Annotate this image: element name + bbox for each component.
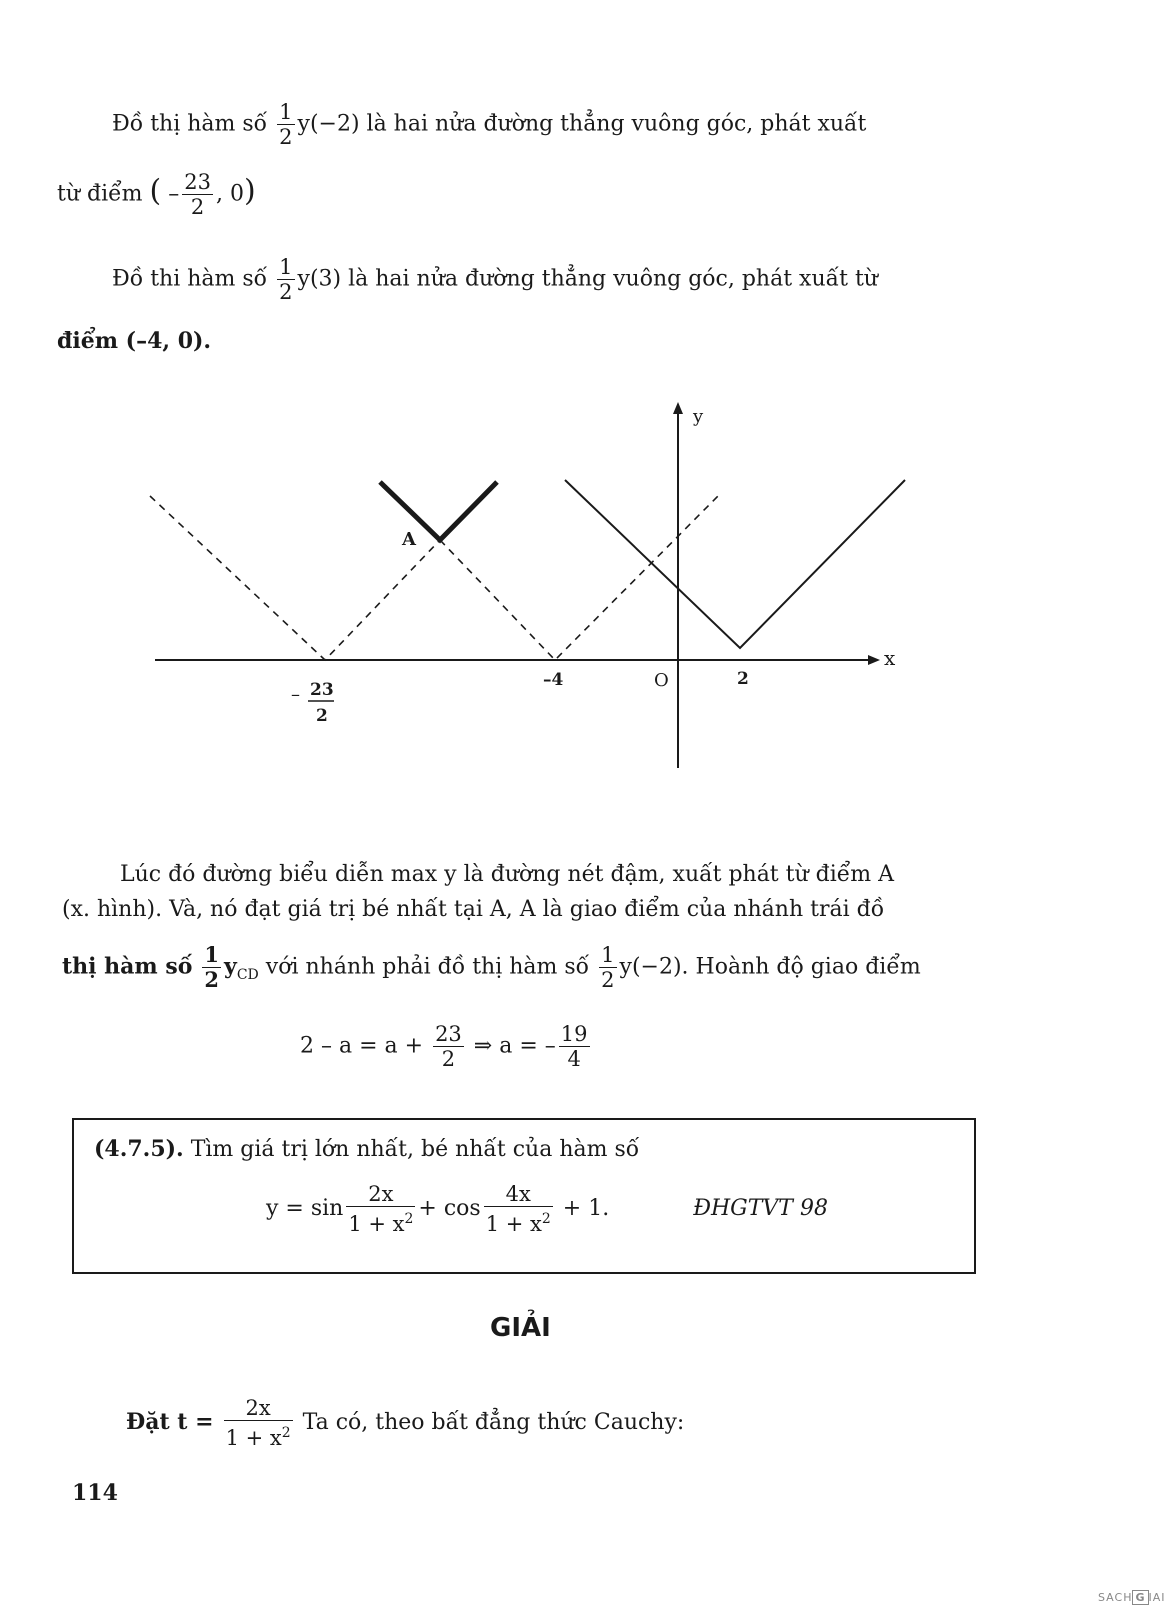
- watermark: SACH G IAI: [1098, 1591, 1166, 1604]
- problem-end: + 1.: [562, 1196, 610, 1221]
- y-axis-arrow: [673, 402, 683, 414]
- problem-text: Tìm giá trị lớn nhất, bé nhất của hàm số: [190, 1137, 640, 1162]
- page-number: 114: [72, 1480, 118, 1506]
- solution-suffix: Ta có, theo bất đẳng thức Cauchy:: [302, 1410, 685, 1435]
- solution-fraction: $\frac{2x}{1 + x^2}$: [225, 1396, 291, 1450]
- problem-equation: [266, 1182, 828, 1236]
- p1-point-fraction: $\frac{23}{2}$: [184, 170, 211, 219]
- dashed-v-left: [150, 496, 440, 660]
- dashed-v-middle: [440, 496, 718, 660]
- p3-line3-end: y(−2). Hoành độ giao điểm: [619, 954, 921, 980]
- tick-2-label: 2: [737, 669, 749, 689]
- p3-fraction: $\frac{1}{2}$: [204, 942, 220, 992]
- p3-fraction-2: $\frac{1}{2}$: [601, 943, 615, 992]
- paragraph-1-line-1: [112, 100, 866, 149]
- problem-box: [72, 1118, 976, 1274]
- problem-code: (4.7.5).: [94, 1136, 184, 1162]
- tick-frac-minus: –: [291, 684, 300, 705]
- problem-fraction-2: $\frac{4x}{1 + x^2}$: [485, 1182, 551, 1236]
- eq-lhs: 2 – a = a +: [300, 1033, 424, 1059]
- solution-prefix: Đặt t =: [126, 1409, 214, 1435]
- p1-prefix: Đồ thị hàm số: [112, 111, 268, 137]
- p3-line1: Lúc đó đường biểu diễn max y là đường nét đậm, xuất phát từ điểm A: [120, 862, 895, 887]
- p2-mid: y(3) là hai nửa đường thẳng vuông góc, phát xuất từ: [297, 266, 878, 292]
- eq-fraction-1: $\frac{23}{2}$: [435, 1022, 462, 1071]
- problem-plus-cos: + cos: [418, 1196, 481, 1221]
- origin-label: O: [654, 670, 669, 691]
- equation-intersection: [300, 1022, 593, 1071]
- function-graph: [0, 390, 1169, 790]
- problem-fraction-1: $\frac{2x}{1 + x^2}$: [348, 1182, 414, 1236]
- tick-frac-num: 23: [310, 680, 334, 700]
- tick-neg4-label: –4: [543, 670, 564, 690]
- eq-fraction-2: $\frac{19}{4}$: [560, 1022, 588, 1071]
- p3-line3-prefix: thị hàm số: [62, 953, 193, 980]
- p3-line3-mid: với nhánh phải đồ thị hàm số: [265, 954, 590, 980]
- tick-frac-den: 2: [316, 706, 328, 726]
- p1-mid: y(−2) là hai nửa đường thẳng vuông góc, phát xuất: [297, 111, 867, 137]
- paragraph-2-line-2: [57, 326, 211, 357]
- paragraph-3-line-1: [120, 860, 894, 890]
- p3-y-symbol: y: [224, 953, 237, 980]
- y-axis-label: y: [693, 406, 704, 427]
- solution-heading: GIẢI: [490, 1313, 551, 1343]
- p2-prefix: Đồ thi hàm số: [112, 266, 268, 292]
- p3-line2: (x. hình). Và, nó đạt giá trị bé nhất tại A, A là giao điểm của nhánh trái đồ: [62, 897, 885, 922]
- problem-y-eq: y = sin: [266, 1196, 344, 1221]
- point-a-label: A: [402, 529, 416, 550]
- p3-subscript: CD: [236, 966, 259, 983]
- solid-v-right: [565, 480, 905, 648]
- problem-source: ĐHGTVT 98: [693, 1196, 828, 1221]
- paragraph-3-line-3: [62, 943, 921, 992]
- problem-statement: [94, 1134, 639, 1165]
- solution-line: [126, 1396, 684, 1450]
- bold-max-curve: [380, 482, 497, 540]
- p2-fraction: $\frac{1}{2}$: [279, 255, 293, 304]
- p1-line2-prefix: từ điểm: [57, 181, 143, 207]
- x-axis-arrow: [868, 655, 880, 665]
- paragraph-2-line-1: [112, 255, 878, 304]
- p1-point-suffix: , 0: [215, 181, 244, 207]
- paragraph-3-line-2: [62, 895, 884, 925]
- paragraph-1-line-2: từ điểm ( – $\frac{23}{2}$ , 0): [57, 170, 256, 219]
- p2-line2: điểm (–4, 0).: [57, 328, 212, 354]
- p1-fraction: $\frac{1}{2}$: [279, 100, 293, 149]
- x-axis-label: x: [884, 646, 896, 670]
- eq-arrow: ⇒ a = –: [473, 1033, 556, 1059]
